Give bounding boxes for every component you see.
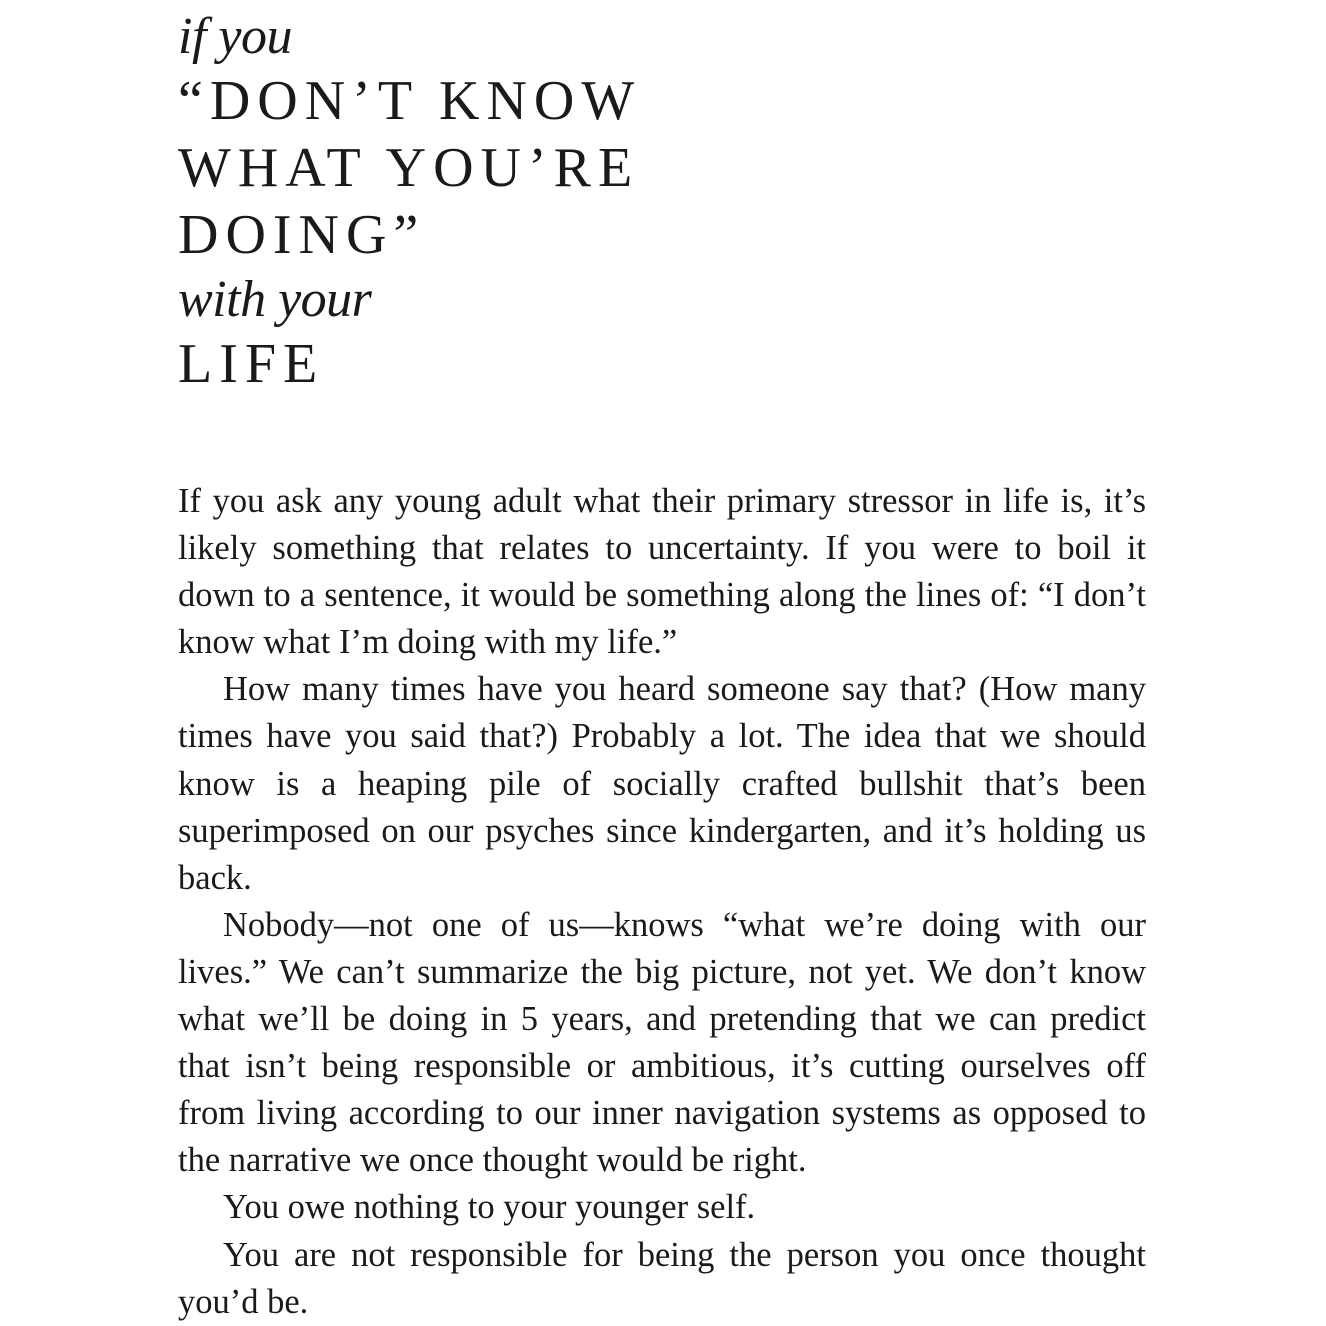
paragraph-4: You owe nothing to your younger self.: [223, 1188, 756, 1227]
paragraph-2: How many times have you heard someone say that? (How many times have you said that?) Probably a lot. The idea that we should know is a heaping pile of socially crafted bullshit that’s been superimposed on our psyches since kindergarten, and it’s holding us back.: [178, 670, 1146, 897]
title-line-if-you: if you: [178, 8, 292, 65]
title-line-dont-know: “DON’T KNOW: [178, 70, 642, 132]
paragraph-1: If you ask any young adult what their primary stressor in life is, it’s likely something that relates to uncertainty. If you were to boil it down to a sentence, it would be something along the lines of: “I don’t know what I’m doing with my life.”: [178, 482, 1146, 662]
body-text: [178, 478, 1146, 1326]
title-line-life: LIFE: [178, 333, 325, 395]
title-line-what-youre: WHAT YOU’RE: [178, 137, 640, 199]
paragraph-5: You are not responsible for being the person you once thought you’d be.: [178, 1235, 1146, 1321]
chapter-title: [178, 6, 1146, 398]
title-line-doing: DOING”: [178, 204, 426, 266]
book-page: [178, 0, 1146, 1321]
title-line-with-your: with your: [178, 271, 372, 328]
paragraph-3: Nobody—not one of us—knows “what we’re doing with our lives.” We can’t summarize the big picture, not yet. We don’t know what we’ll be doing in 5 years, and pretending that we can predict that isn’t being responsible or ambitious, it’s cutting ourselves off from living according to our inner navigation systems as opposed to the narrative we once thought would be right.: [178, 905, 1146, 1180]
